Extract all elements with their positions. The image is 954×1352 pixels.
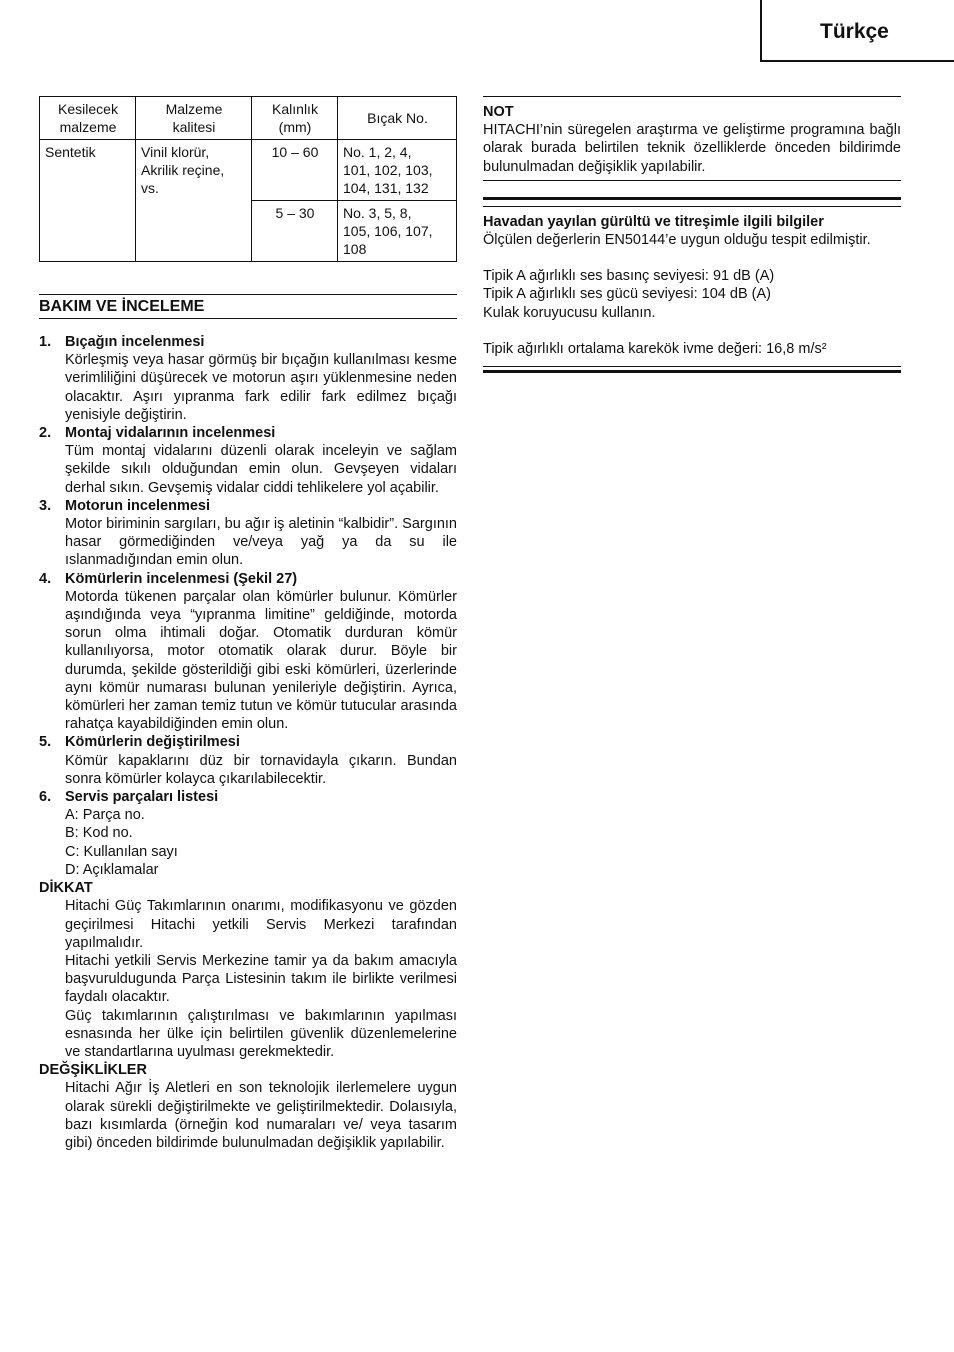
table-header-row: [40, 97, 457, 140]
caution-paragraph: Hitachi yetkili Servis Merkezine tamir ya da bakım amacıyla başvuruldugunda Parça Listesinin takım ile birlikte verilmesi faydalı olacaktır.: [65, 952, 457, 1006]
caution-title: DİKKAT: [39, 880, 93, 897]
item-text: Tüm montaj vidalarını düzenli olarak inceleyin ve sağlam şekilde sıkılı olduğundan emin olun. Gevşeyen vidaları derhal sıkın. Gevşemiş vidalar ciddi tehlikelere yol açabilir.: [65, 443, 457, 496]
item-number: 3.: [39, 497, 52, 514]
cell-thickness: 5 – 30: [252, 201, 338, 262]
item-title: Servis parçaları listesi: [65, 789, 219, 806]
item-title: Motorun incelenmesi: [65, 497, 211, 514]
noise-intro: Ölçülen değerlerin EN50144’e uygun olduğu tespit edilmiştir.: [483, 232, 871, 249]
list-item: [39, 333, 457, 424]
item-text: Motor biriminin sargıları, bu ağır iş aletinin “kalbidir”. Sargının hasar görmediğinden ve/veya yağ ya da su ile ıslanmadığından emin olun.: [65, 516, 457, 569]
list-item: [39, 424, 457, 497]
list-item: [39, 733, 457, 788]
header-material: Kesilecek malzeme: [40, 97, 136, 140]
item-title: Kömürlerin incelenmesi (Şekil 27): [65, 570, 298, 587]
item-number: 5.: [39, 734, 52, 751]
maintenance-list: [39, 333, 457, 1152]
note-text: HITACHI’nin süregelen araştırma ve geliştirme programına bağlı olarak burada belirtilen teknik özelliklerde önceden bildirimde bulunulmadan değişiklik yapılabilir.: [483, 122, 901, 175]
item-text: Kömür kapaklarını düz bir tornavidayla çıkarın. Bundan sonra kömürler kolayca çıkarılabilecektir.: [65, 752, 457, 787]
note-block: [483, 97, 901, 180]
item-number: 2.: [39, 425, 52, 442]
parts-list: [39, 806, 457, 879]
left-column: [39, 96, 457, 1152]
parts-list-item: C: Kullanılan sayı: [65, 843, 178, 860]
parts-list-item: B: Kod no.: [65, 825, 133, 842]
item-text: Motorda tükenen parçalar olan kömürler bulunur. Kömürler aşındığında veya “yıpranma limitine” geldiğinde, motorda sorun olma ihtimali doğar. Otomatik durduran kömür kullanılıyorsa, motor otomatik olarak durur. Böyle bir durumda, şekilde gösterildiği gibi eski kömürleri, üzerlerinde aynı kömür numarası bulunan yenileriyle değiştirin. Ayrıca, kömürleri her zaman temiz tutun ve kömür tutucular arasında rahatça kayabildiğinden emin olun.: [65, 588, 457, 733]
cell-blades: No. 1, 2, 4, 101, 102, 103, 104, 131, 132: [338, 140, 457, 201]
language-tab: [760, 0, 954, 62]
item-title: Bıçağın incelenmesi: [65, 334, 205, 350]
parts-list-item: D: Açıklamalar: [65, 861, 159, 878]
sound-pressure: Tipik A ağırlıklı ses basınç seviyesi: 91 dB (A): [483, 268, 775, 285]
cell-blades: No. 3, 5, 8, 105, 106, 107, 108: [338, 201, 457, 262]
header-thickness: Kalınlık (mm): [252, 97, 338, 140]
item-number: 4.: [39, 570, 52, 587]
modifications-title: DEĞŞİKLİKLER: [39, 1062, 147, 1079]
language-label: Türkçe: [820, 20, 889, 43]
list-item: [39, 788, 457, 879]
right-column: [483, 96, 901, 373]
header-blade-no: Bıçak No.: [338, 97, 457, 140]
vibration-value: Tipik ağırlıklı ortalama karekök ivme değeri: 16,8 m/s²: [483, 340, 827, 357]
modifications-text: Hitachi Ağır İş Aletleri en son teknolojik ilerlemelere uygun olarak sürekli değiştirilmekte ve geliştirilmektedir. Dolaısıyla, bazı kısımlarda (örneğin kod numaraları ve/ veya tasarım gibi) önceden bildirimde bulunulmadan değişiklik yapılabilir.: [65, 1080, 457, 1151]
caution-paragraph: Hitachi Güç Takımlarının onarımı, modifikasyonu ve gözden geçirilmesi Hitachi yetkili Servis Merkezi tarafından yapılmalıdır.: [65, 898, 457, 951]
section-title: BAKIM VE İNCELEME: [39, 294, 457, 319]
ear-protection: Kulak koruyucusu kullanın.: [483, 304, 656, 321]
list-item: [39, 497, 457, 570]
item-number: 6.: [39, 789, 52, 806]
item-text: Körleşmiş veya hasar görmüş bir bıçağın kullanılması kesme verimliliğini düşürecek ve motorun aşırı yüklenmesine neden olacaktır. Aşırı yıpranma fark edilir fark edilmez bıçağı yenisiyle değiştirin.: [65, 352, 457, 423]
table-row: [40, 140, 457, 201]
noise-block: [483, 207, 901, 358]
caution-paragraph: Güç takımlarının çalıştırılması ve bakımlarının yapılması esnasında her ülke için belirtilen güvenlik düzenlemelerine ve standartlarına uyulması gerekmektedir.: [65, 1007, 457, 1060]
blade-table: [39, 96, 457, 262]
item-title: Montaj vidalarının incelenmesi: [65, 425, 276, 442]
cell-material: Sentetik: [40, 140, 136, 262]
cell-thickness: 10 – 60: [252, 140, 338, 201]
header-quality: Malzeme kalitesi: [136, 97, 252, 140]
list-item: [39, 570, 457, 734]
note-title: NOT: [483, 104, 514, 120]
noise-title: Havadan yayılan gürültü ve titreşimle ilgili bilgiler: [483, 213, 824, 230]
item-number: 1.: [39, 334, 52, 350]
cell-quality: Vinil klorür, Akrilik reçine, vs.: [136, 140, 252, 262]
sound-power: Tipik A ağırlıklı ses gücü seviyesi: 104 dB (A): [483, 286, 771, 303]
parts-list-item: A: Parça no.: [65, 807, 145, 824]
item-title: Kömürlerin değiştirilmesi: [65, 734, 240, 751]
divider: [483, 370, 901, 373]
